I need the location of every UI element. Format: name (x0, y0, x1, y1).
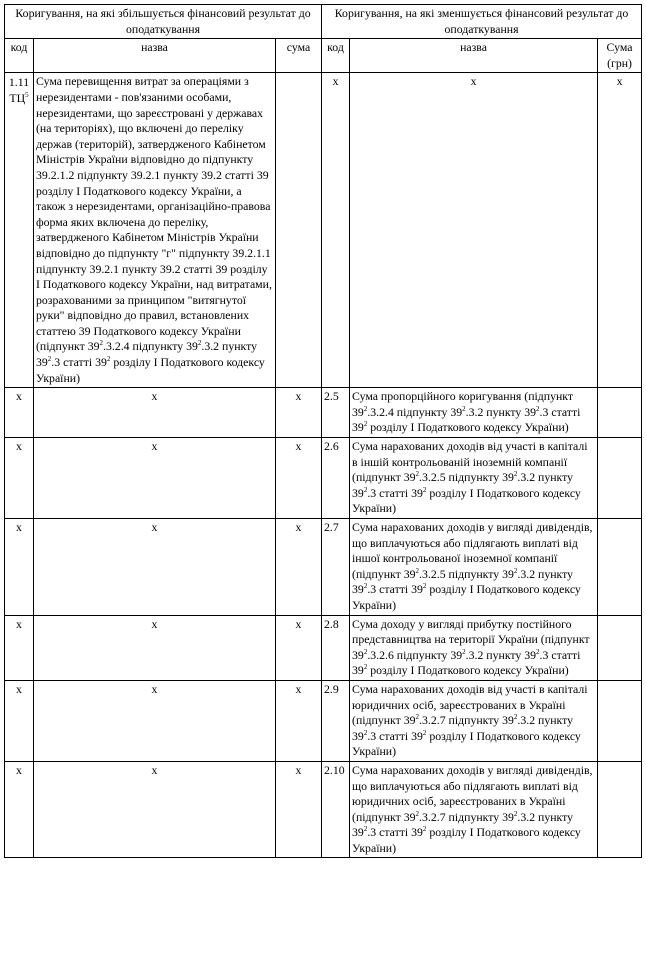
row-code: 2.10 (322, 761, 350, 858)
row-code-superscript: 5 (25, 91, 29, 100)
left-name-header: назва (34, 39, 276, 73)
row-sum-cell[interactable] (598, 519, 642, 616)
row-sum-cell[interactable] (598, 680, 642, 761)
row-name: Сума перевищення витрат за операціями з нерезидентами - пов'язаними особами, нерезидентами, що зареєстровані у державах (на територіях), що включені до переліку держав (територій), затвердженого Кабінетом Міністрів України відповідно до підпункту 39.2.1.2 підпункту 39.2.1 пункту 39.2 статті 39 розділу I Податкового кодексу України, а також з нерезидентами, організаційно-правова форма яких включена до переліку, затвердженого Кабінетом Міністрів України відповідно до підпункту "г" підпункту 39.2.1.1 підпункту 39.2.1 пункту 39.2 статті 39 розділу I Податкового кодексу України, над витратами, розрахованими за принципом "витягнутої руки" відповідно до правил, встановлених статтею 39 Податкового кодексу України (підпункт $39^2.3.2.4$ підпункту $39^2.3.2$ пункту $39^2.3$ статті $39^2$ розділу I Податкового кодексу України) (34, 73, 276, 388)
left-sum-cell: х (276, 438, 322, 519)
row-sum-cell[interactable] (276, 73, 322, 388)
row-sum-cell[interactable] (598, 388, 642, 438)
adjustments-table (4, 4, 642, 858)
row-code: 2.8 (322, 615, 350, 680)
row-sum-cell[interactable] (598, 438, 642, 519)
left-code-header: код (5, 39, 34, 73)
table-row (5, 388, 642, 438)
column-header-row (5, 39, 642, 73)
row-code-main: 1.11 (8, 75, 30, 90)
row-name: Сума пропорційного коригування (підпункт $39^2.3.2.4$ підпункту $39^2.3.2$ пункту $39^2.3$ статті $39^2$ розділу I Податкового кодексу України) (350, 388, 598, 438)
table-row (5, 438, 642, 519)
row-name: Сума доходу у вигляді прибутку постійного представництва на території України (підпункт $39^2.3.2.6$ підпункту $39^2.3.2$ пункту $39^2.3$ статті $39^2$ розділу I Податкового кодексу України) (350, 615, 598, 680)
row-sum-cell: х (598, 73, 642, 388)
group-header-row (5, 5, 642, 39)
row-code: 2.6 (322, 438, 350, 519)
right-code-header: код (322, 39, 350, 73)
right-name-header: назва (350, 39, 598, 73)
row-code: 2.7 (322, 519, 350, 616)
left-code-cell: х (5, 761, 34, 858)
row-name: Сума нарахованих доходів у вигляді дивідендів, що виплачуються або підлягають виплаті від іншої контрольованої іноземної компанії (підпункт $39^2.3.2.5$ підпункту $39^2.3.2$ пункту $39^2.3$ статті $39^2$ розділу I Податкового кодексу України) (350, 519, 598, 616)
left-name-cell: х (34, 388, 276, 438)
left-name-cell: х (34, 680, 276, 761)
table-row (5, 615, 642, 680)
right-sum-header: Сума (грн) (598, 39, 642, 73)
left-name-cell: х (34, 438, 276, 519)
left-name-cell: х (34, 615, 276, 680)
row-code-suffix: ТЦ (9, 90, 26, 105)
left-code-cell: х (5, 388, 34, 438)
left-sum-cell: х (276, 680, 322, 761)
increase-group-header: Коригування, на які збільшується фінансовий результат до оподаткування (5, 5, 322, 39)
left-sum-cell: х (276, 388, 322, 438)
left-code-cell: х (5, 615, 34, 680)
left-sum-cell: х (276, 761, 322, 858)
left-code-cell: х (5, 680, 34, 761)
row-code: х (322, 73, 350, 388)
row-code: 2.9 (322, 680, 350, 761)
left-sum-cell: х (276, 615, 322, 680)
row-sum-cell[interactable] (598, 615, 642, 680)
table-row (5, 519, 642, 616)
row-code (5, 73, 34, 388)
table-row (5, 680, 642, 761)
left-sum-cell: х (276, 519, 322, 616)
row-name: Сума нарахованих доходів у вигляді дивідендів, що виплачуються або підлягають виплаті від юридичних осіб, зареєстрованих в Україні (підпункт $39^2.3.2.7$ підпункту $39^2.3.2$ пункту $39^2.3$ статті $39^2$ розділу I Податкового кодексу України) (350, 761, 598, 858)
table-row (5, 761, 642, 858)
row-code: 2.5 (322, 388, 350, 438)
row-sum-cell[interactable] (598, 761, 642, 858)
left-name-cell: х (34, 761, 276, 858)
decrease-group-header: Коригування, на які зменшується фінансовий результат до оподаткування (322, 5, 642, 39)
left-name-cell: х (34, 519, 276, 616)
row-name: х (350, 73, 598, 388)
row-name: Сума нарахованих доходів від участі в капіталі в іншій контрольованій іноземній компанії (підпункт $39^2.3.2.5$ підпункту $39^2.3.2$ пункту $39^2.3$ статті $39^2$ розділу I Податкового кодексу України) (350, 438, 598, 519)
table-row (5, 73, 642, 388)
left-code-cell: х (5, 438, 34, 519)
left-code-cell: х (5, 519, 34, 616)
left-sum-header: сума (276, 39, 322, 73)
row-name: Сума нарахованих доходів від участі в капіталі юридичних осіб, зареєстрованих в Україні (підпункт $39^2.3.2.7$ підпункту $39^2.3.2$ пункту $39^2.3$ статті $39^2$ розділу I Податкового кодексу України) (350, 680, 598, 761)
